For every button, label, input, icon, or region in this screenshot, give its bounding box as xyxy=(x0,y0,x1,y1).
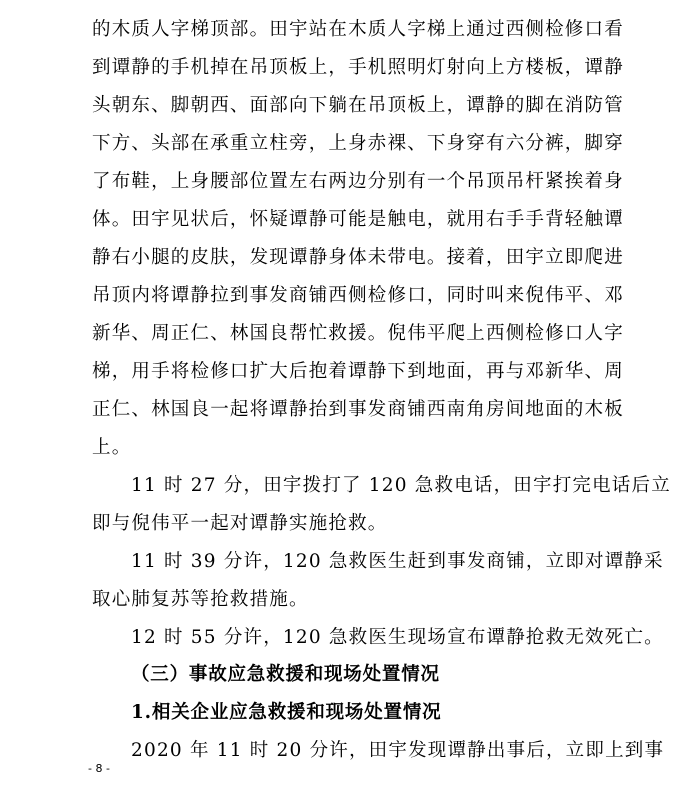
body-text-line: 11 时 27 分，田宇拨打了 120 急救电话，田宇打完电话后立 xyxy=(131,475,671,496)
body-text-line: 吊顶内将谭静拉到事发商铺西侧检修口，同时叫来倪伟平、邓 xyxy=(92,285,624,306)
body-text-line: 2020 年 11 时 20 分许，田宇发现谭静出事后，立即上到事 xyxy=(131,740,665,761)
body-text-line: 11 时 39 分许，120 急救医生赶到事发商铺，立即对谭静采 xyxy=(131,551,664,572)
body-text-line: 的木质人字梯顶部。田宇站在木质人字梯上通过西侧检修口看 xyxy=(92,19,624,40)
body-text-line: 静右小腿的皮肤，发现谭静身体未带电。接着，田宇立即爬进 xyxy=(92,247,624,268)
body-text-line: 上。 xyxy=(92,437,132,458)
body-text-line: 头朝东、脚朝西、面部向下躺在吊顶板上，谭静的脚在消防管 xyxy=(92,95,624,116)
body-text-line: 体。田宇见状后，怀疑谭静可能是触电，就用右手手背轻触谭 xyxy=(92,209,624,230)
body-text-line: 了布鞋，上身腰部位置左右两边分别有一个吊顶吊杆紧挨着身 xyxy=(92,171,624,192)
body-text-line: 即与倪伟平一起对谭静实施抢救。 xyxy=(92,513,388,534)
body-text-line: 梯，用手将检修口扩大后抱着谭静下到地面，再与邓新华、周 xyxy=(92,361,624,382)
body-text-line: 取心肺复苏等抢救措施。 xyxy=(92,589,309,610)
body-text-line: 下方、头部在承重立柱旁，上身赤裸、下身穿有六分裤，脚穿 xyxy=(92,133,624,154)
body-text-line: 正仁、林国良一起将谭静抬到事发商铺西南角房间地面的木板 xyxy=(92,399,624,420)
body-text-line: 12 时 55 分许，120 急救医生现场宣布谭静抢救无效死亡。 xyxy=(131,627,664,648)
section-heading: （三）事故应急救援和现场处置情况 xyxy=(131,664,440,685)
subsection-heading: 1.相关企业应急救援和现场处置情况 xyxy=(131,702,442,723)
body-text-line: 到谭静的手机掉在吊顶板上，手机照明灯射向上方楼板，谭静 xyxy=(92,57,624,78)
body-text-line: 新华、周正仁、林国良帮忙救援。倪伟平爬上西侧检修口人字 xyxy=(92,323,624,344)
page-number: - 8 - xyxy=(88,762,110,775)
